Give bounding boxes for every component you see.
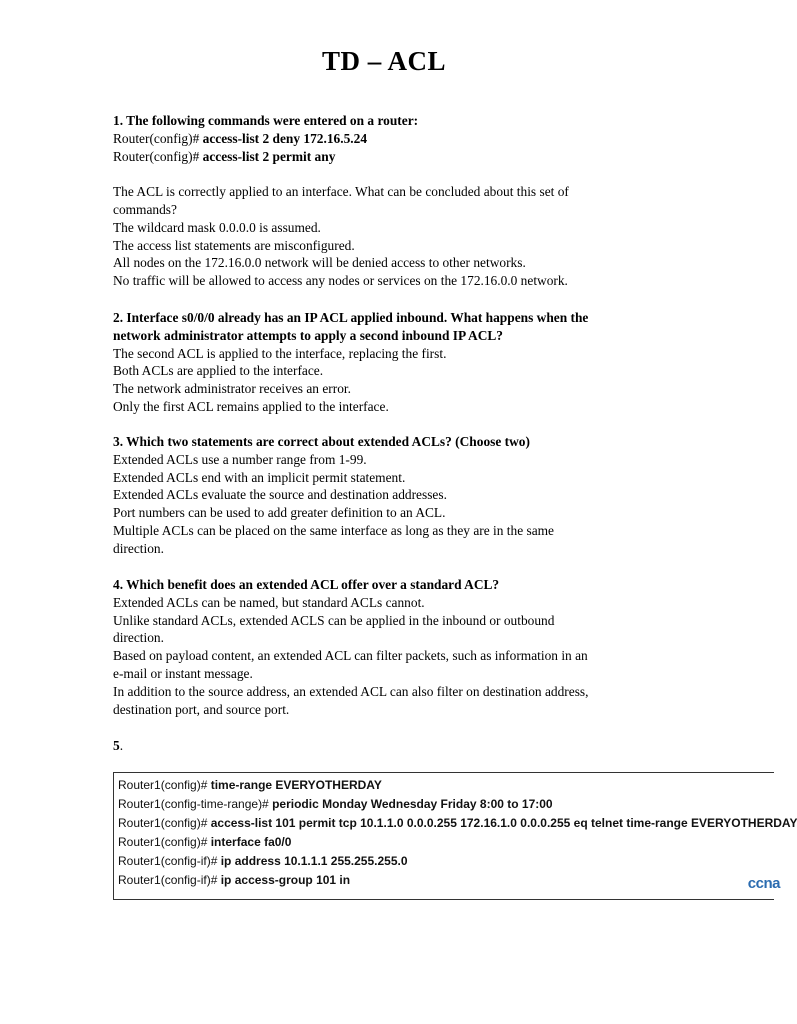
answer-option: Unlike standard ACLs, extended ACLS can be applied in the inbound or outbound bbox=[113, 612, 555, 628]
config-command: ip address 10.1.1.1 255.255.255.0 bbox=[220, 854, 408, 868]
question-number: 3 bbox=[113, 434, 120, 449]
question-intro: The ACL is correctly applied to an interface. What can be concluded about this set of bbox=[113, 184, 569, 200]
answer-option: direction. bbox=[113, 630, 164, 646]
answer-option: The second ACL is applied to the interface, replacing the first. bbox=[113, 345, 447, 361]
answer-option: Both ACLs are applied to the interface. bbox=[113, 363, 324, 379]
question-intro: commands? bbox=[113, 201, 177, 217]
answer-option: Extended ACLs can be named, but standard ACLs cannot. bbox=[113, 594, 425, 610]
answer-option: No traffic will be allowed to access any nodes or services on the 172.16.0.0 network. bbox=[113, 273, 568, 289]
command-text: access-list 2 permit any bbox=[202, 148, 336, 164]
answer-option: e-mail or instant message. bbox=[113, 665, 253, 681]
question-number: 5 bbox=[113, 738, 120, 753]
config-command: interface fa0/0 bbox=[210, 835, 292, 849]
answer-option: The access list statements are misconfigured. bbox=[113, 237, 355, 253]
config-line bbox=[118, 854, 408, 868]
question-5-heading bbox=[113, 737, 673, 755]
question-punctuation: . bbox=[119, 738, 124, 753]
answer-option: In addition to the source address, an extended ACL can also filter on destination address, bbox=[113, 683, 589, 699]
answer-option: Extended ACLs evaluate the source and destination addresses. bbox=[113, 487, 447, 503]
ccna-logo: ccna bbox=[747, 875, 780, 892]
question-text: . The following commands were entered on a router: bbox=[119, 113, 419, 128]
config-prompt: Router1(config-time-range)# bbox=[118, 797, 273, 811]
question-1-heading bbox=[113, 112, 673, 130]
command-line bbox=[113, 148, 673, 166]
answer-option: Extended ACLs end with an implicit permit statement. bbox=[113, 469, 406, 485]
answer-option: destination port, and source port. bbox=[113, 701, 290, 717]
answer-option: Multiple ACLs can be placed on the same interface as long as they are in the same bbox=[113, 522, 554, 538]
config-command: periodic Monday Wednesday Friday 8:00 to 17:00 bbox=[272, 797, 553, 811]
command-prompt: Router(config)# bbox=[113, 130, 203, 146]
question-4-heading bbox=[113, 576, 673, 594]
config-prompt: Router1(config)# bbox=[118, 816, 211, 830]
config-line bbox=[118, 873, 350, 887]
question-3 bbox=[113, 433, 673, 558]
config-command: ip access-group 101 in bbox=[220, 873, 351, 887]
question-3-heading bbox=[113, 433, 673, 451]
answer-option: direction. bbox=[113, 540, 164, 556]
config-line bbox=[118, 797, 553, 811]
question-number: 2 bbox=[113, 310, 120, 325]
config-line bbox=[118, 778, 382, 792]
question-2 bbox=[113, 309, 673, 416]
config-line bbox=[118, 835, 291, 849]
question-number: 1 bbox=[113, 113, 120, 128]
router-config-figure bbox=[113, 772, 797, 900]
question-text: . Which benefit does an extended ACL offer over a standard ACL? bbox=[119, 577, 500, 592]
question-4 bbox=[113, 576, 673, 718]
question-1 bbox=[113, 112, 673, 290]
answer-option: Port numbers can be used to add greater definition to an ACL. bbox=[113, 505, 446, 521]
answer-option: Only the first ACL remains applied to the interface. bbox=[113, 398, 389, 414]
answer-option: Based on payload content, an extended ACL can filter packets, such as information in an bbox=[113, 648, 588, 664]
command-prompt: Router(config)# bbox=[113, 148, 203, 164]
question-text: . Which two statements are correct about extended ACLs? (Choose two) bbox=[119, 434, 530, 449]
config-line bbox=[118, 816, 797, 830]
page-title: TD – ACL bbox=[321, 46, 447, 76]
config-prompt: Router1(config-if)# bbox=[118, 854, 221, 868]
answer-option: Extended ACLs use a number range from 1-99. bbox=[113, 451, 367, 467]
config-prompt: Router1(config-if)# bbox=[118, 873, 221, 887]
spacer bbox=[113, 165, 673, 183]
question-2-heading bbox=[113, 309, 673, 327]
question-text: . Interface s0/0/0 already has an IP ACL applied inbound. What happens when the bbox=[119, 310, 589, 325]
answer-option: The wildcard mask 0.0.0.0 is assumed. bbox=[113, 219, 321, 235]
answer-option: The network administrator receives an error. bbox=[113, 381, 351, 397]
command-line bbox=[113, 130, 673, 148]
question-text: network administrator attempts to apply a second inbound IP ACL? bbox=[113, 327, 503, 343]
config-command: access-list 101 permit tcp 10.1.1.0 0.0.0.255 172.16.1.0 0.0.0.255 eq telnet time-range EVERYOTHERDAY bbox=[210, 816, 797, 830]
question-5 bbox=[113, 737, 673, 755]
config-prompt: Router1(config)# bbox=[118, 835, 211, 849]
command-text: access-list 2 deny 172.16.5.24 bbox=[202, 130, 368, 146]
config-prompt: Router1(config)# bbox=[118, 778, 211, 792]
config-command: time-range EVERYOTHERDAY bbox=[210, 778, 382, 792]
question-number: 4 bbox=[113, 577, 120, 592]
answer-option: All nodes on the 172.16.0.0 network will be denied access to other networks. bbox=[113, 255, 526, 271]
